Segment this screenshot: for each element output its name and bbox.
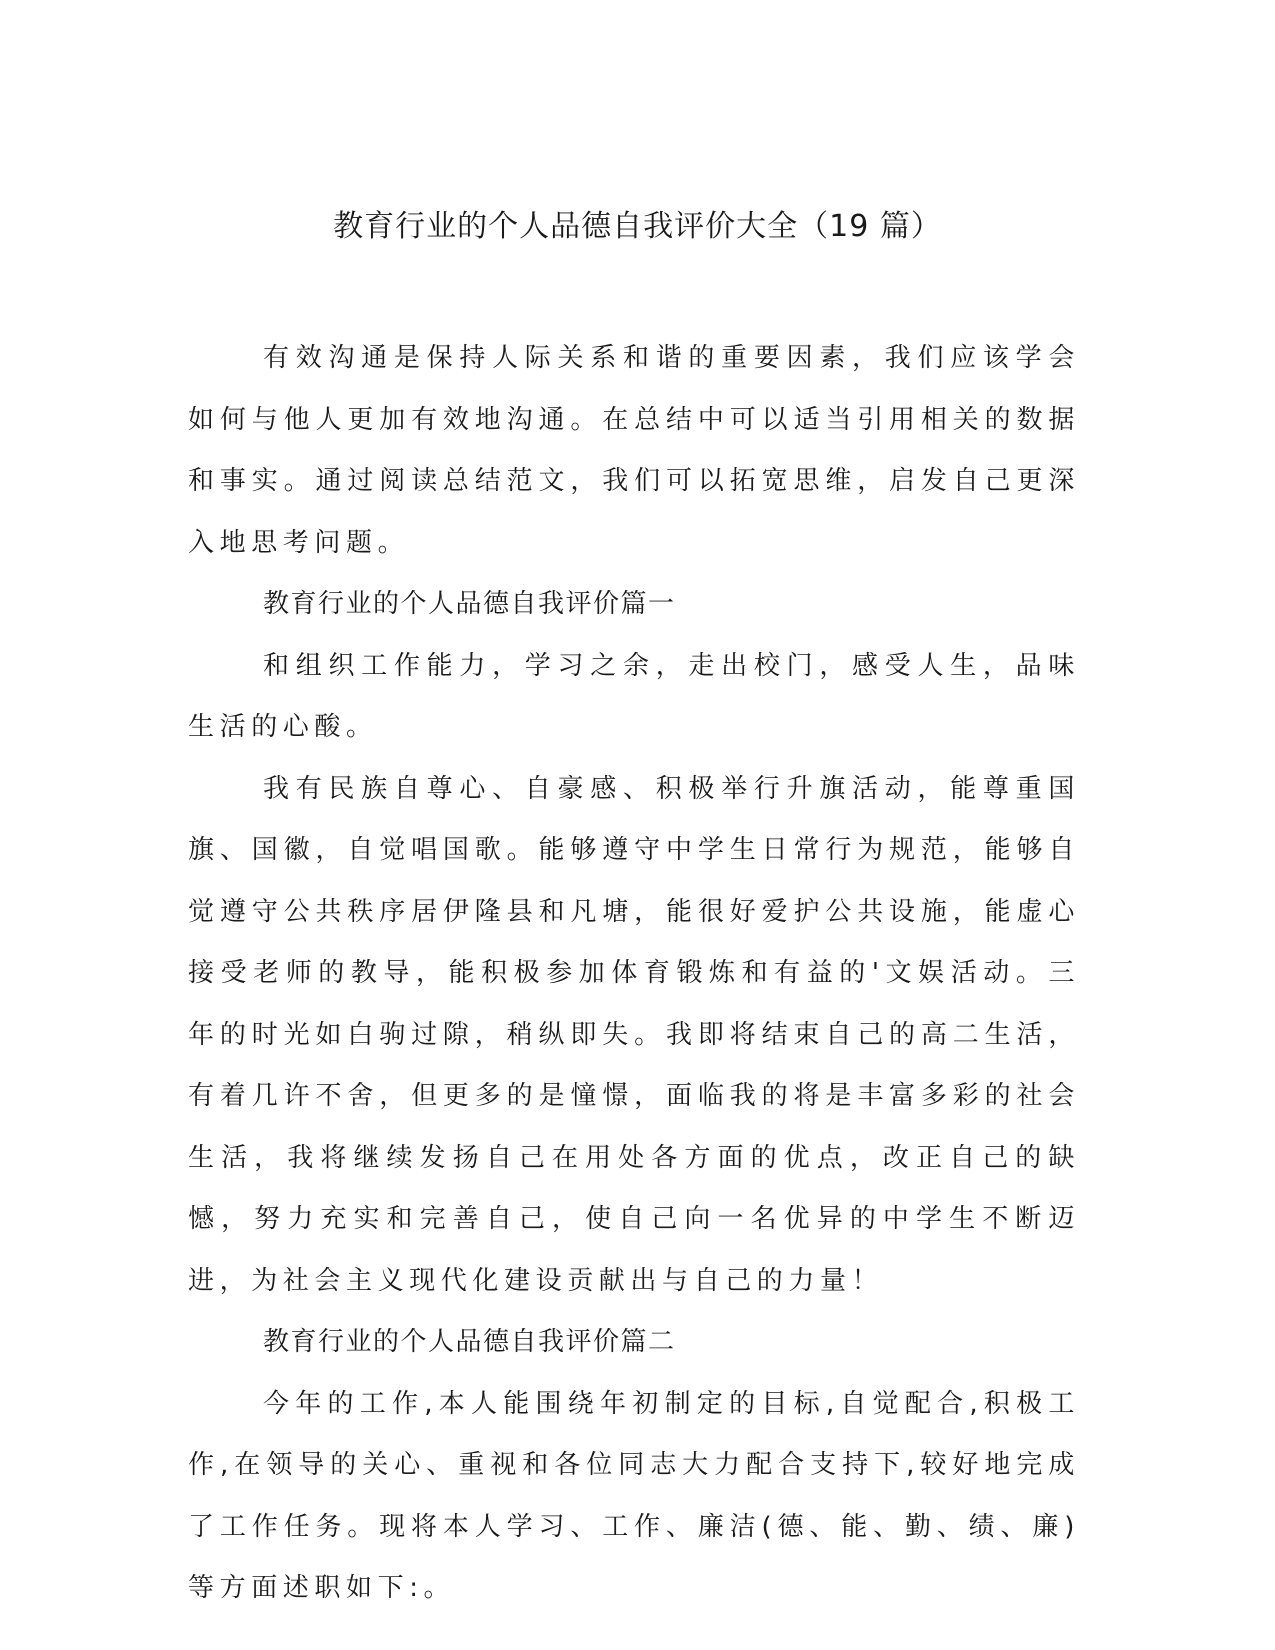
intro-paragraph: 有效沟通是保持人际关系和谐的重要因素，我们应该学会如何与他人更加有效地沟通。在总结中可以适当引用相关的数据和事实。通过阅读总结范文，我们可以拓宽思维，启发自己更深入地思考问题。	[188, 343, 1080, 558]
document-title: 教育行业的个人品德自我评价大全（19 篇）	[333, 209, 942, 244]
section-heading-2: 教育行业的个人品德自我评价篇二	[263, 1327, 676, 1357]
section-heading-1: 教育行业的个人品德自我评价篇一	[263, 589, 676, 619]
section1-paragraph-1: 和组织工作能力，学习之余，走出校门，感受人生，品味生活的心酸。	[188, 650, 1080, 742]
section2-paragraph-1: 今年的工作,本人能围绕年初制定的目标,自觉配合,积极工作,在领导的关心、重视和各位同志大力配合支持下,较好地完成了工作任务。现将本人学习、工作、廉洁(德、能、勤、绩、廉)等方面述职如下:。	[188, 1388, 1080, 1603]
section1-paragraph-2: 我有民族自尊心、自豪感、积极举行升旗活动，能尊重国旗、国徽，自觉唱国歌。能够遵守中学生日常行为规范，能够自觉遵守公共秩序居伊隆县和凡塘，能很好爱护公共设施，能虚心接受老师的教导，能积极参加体育锻炼和有益的'文娱活动。三年的时光如白驹过隙，稍纵即失。我即将结束自己的高二生活，有着几许不舍，但更多的是憧憬，面临我的将是丰富多彩的社会生活，我将继续发扬自己在用处各方面的优点，改正自己的缺憾，努力充实和完善自己，使自己向一名优异的中学生不断迈进，为社会主义现代化建设贡献出与自己的力量！	[188, 773, 1080, 1296]
document-body	[188, 328, 1080, 1620]
